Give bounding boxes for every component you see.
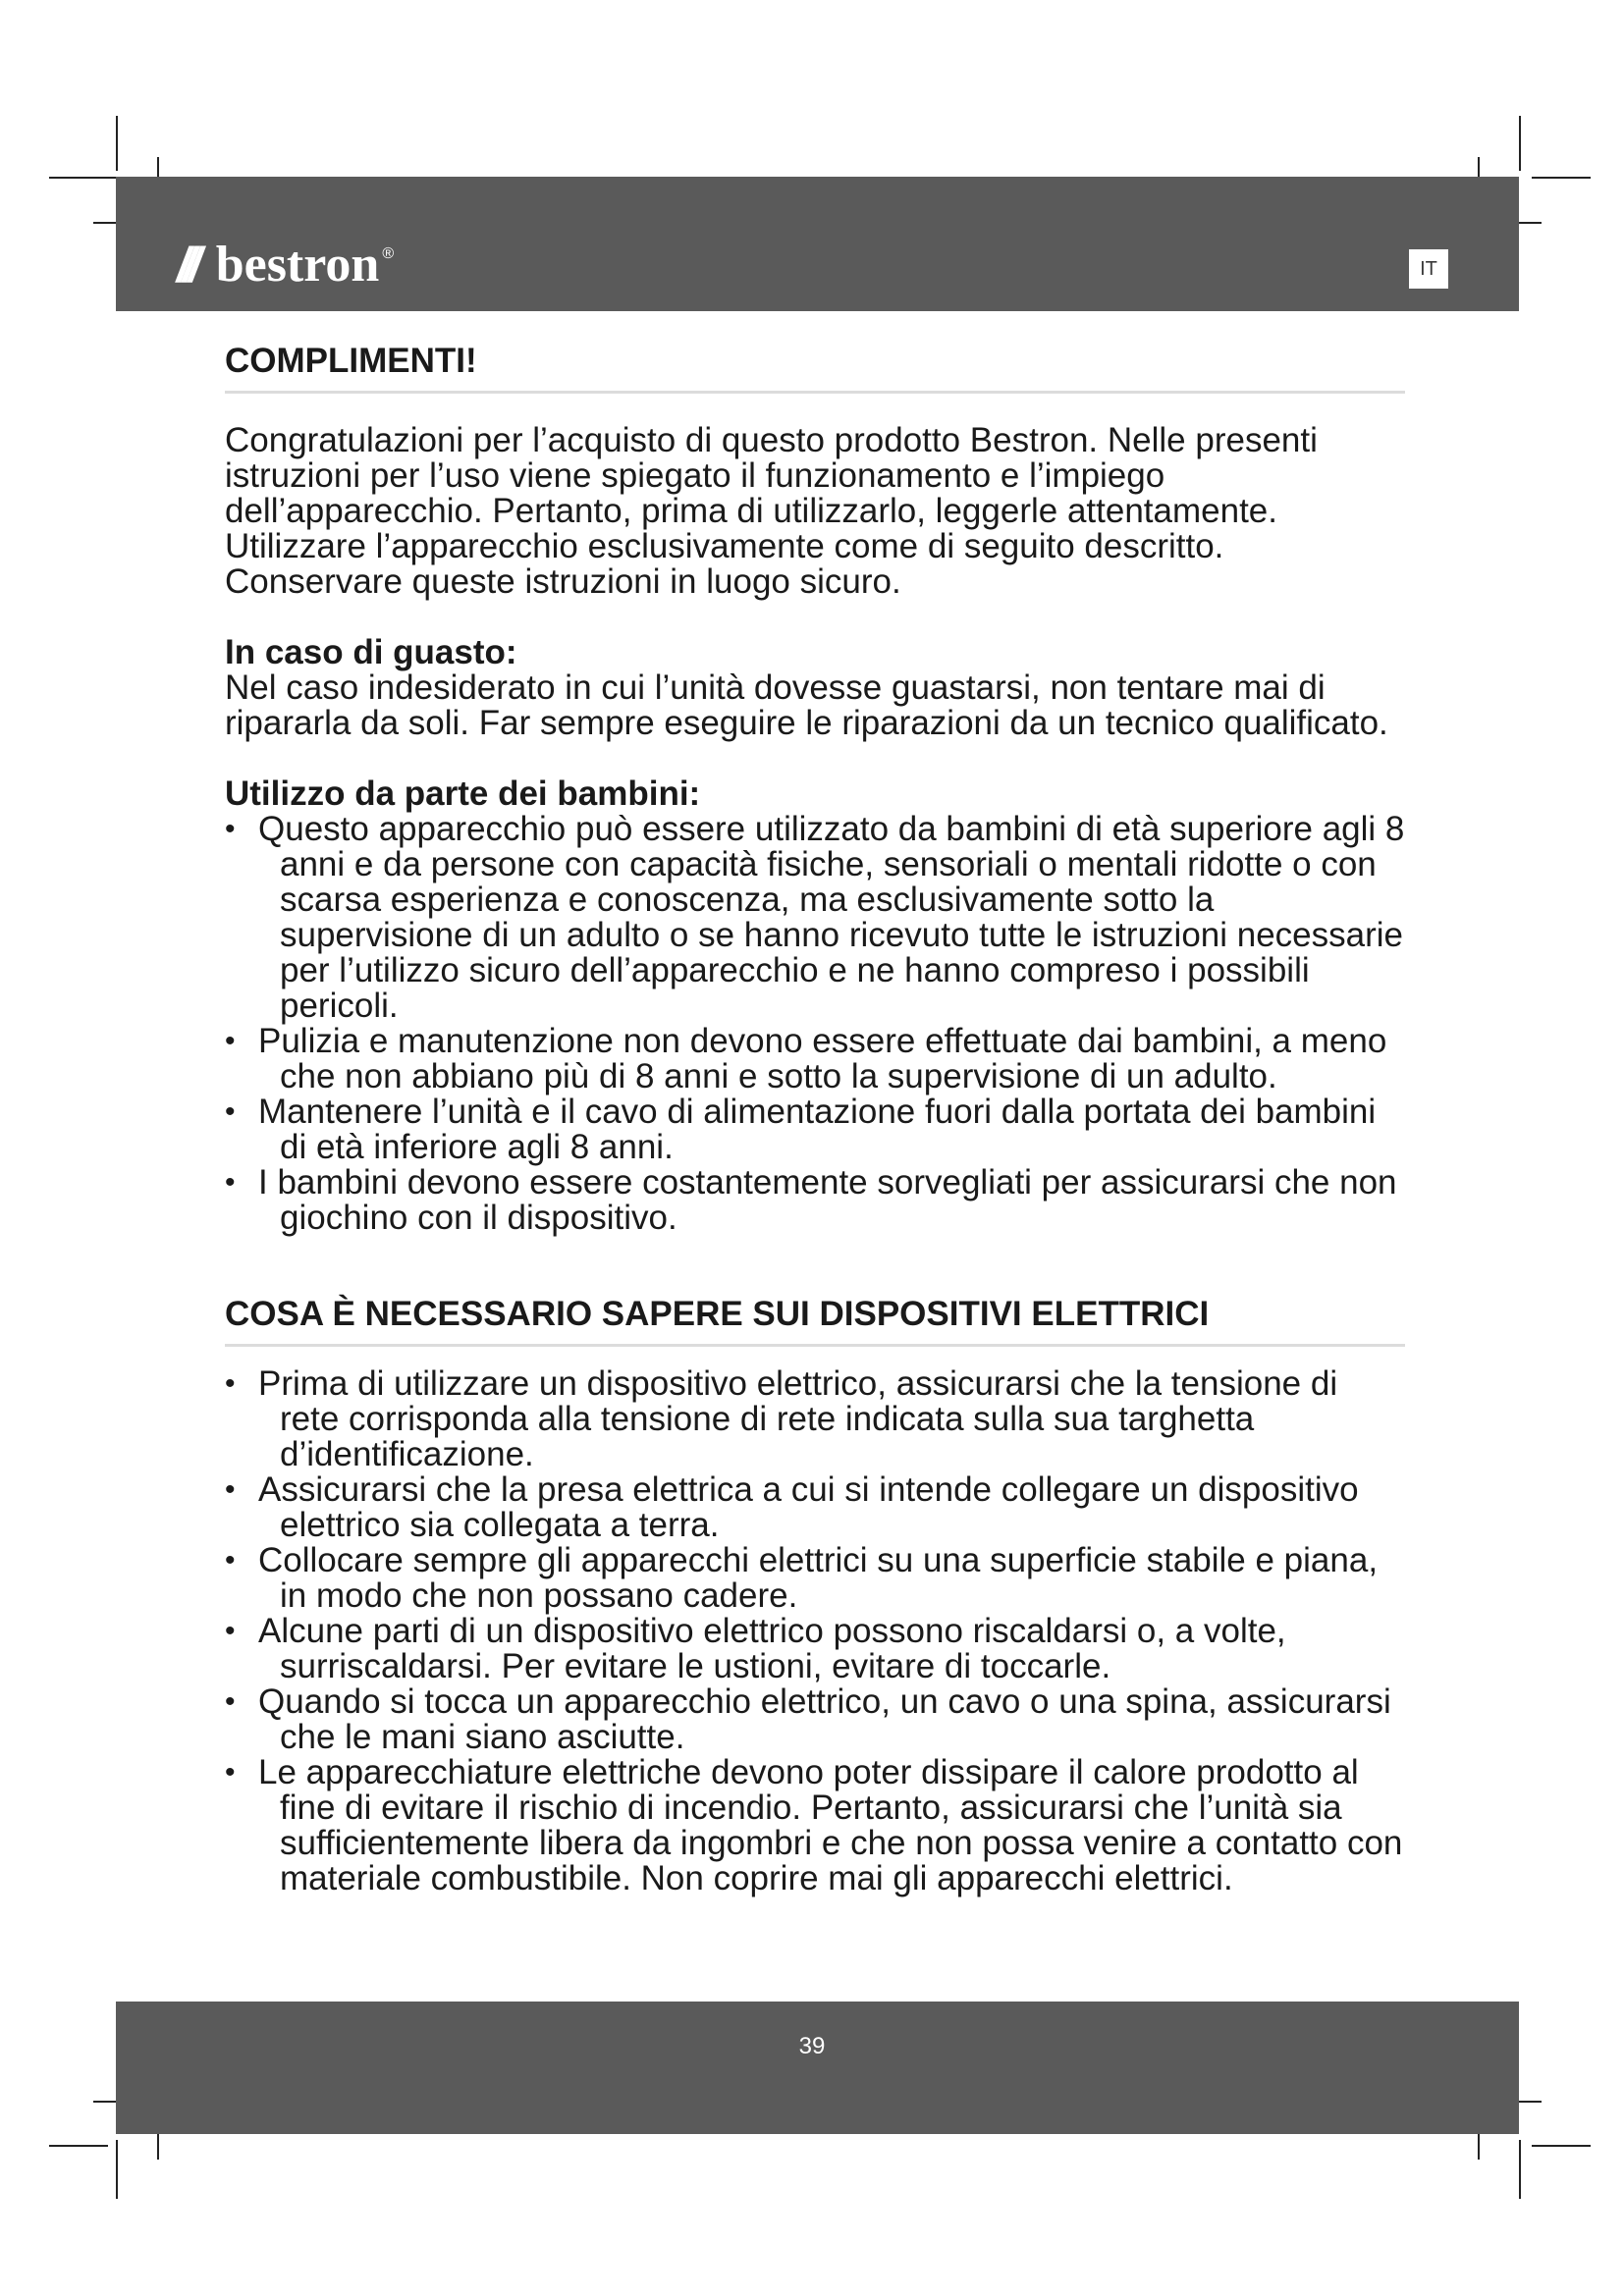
footer-band <box>116 2002 1519 2134</box>
electrical-bullet-list <box>225 1366 1405 1896</box>
language-badge: IT <box>1409 249 1448 289</box>
registered-mark: ® <box>382 245 395 262</box>
crop-mark <box>116 116 118 171</box>
crop-mark <box>116 2140 118 2199</box>
list-item: • Assicurarsi che la presa elettrica a cui si intende collegare un dispositivo elettrico sia collegata a terra. <box>225 1472 1405 1543</box>
list-item: • Mantenere l’unità e il cavo di alimentazione fuori dalla portata dei bambini di età inferiore agli 8 anni. <box>225 1095 1405 1165</box>
list-item: • Alcune parti di un dispositivo elettrico possono riscaldarsi o, a volte, surriscaldarsi. Per evitare le ustioni, evitare di toccarle. <box>225 1614 1405 1684</box>
crop-mark <box>1519 116 1521 171</box>
list-item: • Le apparecchiature elettriche devono poter dissipare il calore prodotto al fine di evitare il rischio di incendio. Pertanto, assicurarsi che l’unità sia sufficientemente libera da ingombri e che non possa venire a contatto con materiale combustibile. Non coprire mai gli apparecchi elettrici. <box>225 1755 1405 1896</box>
brand-logo <box>177 236 394 294</box>
section-title-compliments: COMPLIMENTI! <box>225 342 1405 394</box>
children-bullet-list <box>225 812 1405 1236</box>
list-item: • Questo apparecchio può essere utilizzato da bambini di età superiore agli 8 anni e da persone con capacità fisiche, sensoriali o mentali ridotte o con scarsa esperienza e conoscenza, ma esclusivamente sotto la supervisione di un adulto o se hanno ricevuto tutte le istruzioni necessarie per l’utilizzo sicuro dell’apparecchio e ne hanno compreso i possibili pericoli. <box>225 812 1405 1024</box>
logo-chevron-icon: /// <box>177 238 194 293</box>
crop-mark <box>49 2145 108 2147</box>
list-item: • I bambini devono essere costantemente sorvegliati per assicurarsi che non giochino con il dispositivo. <box>225 1165 1405 1236</box>
children-heading: Utilizzo da parte dei bambini: <box>225 774 701 813</box>
crop-mark <box>1532 2145 1591 2147</box>
fault-paragraph: Nel caso indesiderato in cui l’unità dovesse guastarsi, non tentare mai di ripararla da soli. Far sempre eseguire le riparazioni da un tecnico qualificato. <box>225 668 1388 742</box>
crop-mark <box>1532 177 1591 179</box>
list-item: • Prima di utilizzare un dispositivo elettrico, assicurarsi che la tensione di rete corrisponda alla tensione di rete indicata sulla sua targhetta d’identificazione. <box>225 1366 1405 1472</box>
intro-paragraph: Congratulazioni per l’acquisto di questo prodotto Bestron. Nelle presenti istruzioni per l’uso viene spiegato il funzionamento e l’impiego dell’apparecchio. Pertanto, prima di utilizzarlo, leggerle attentamente. Utilizzare l’apparecchio esclusivamente come di seguito descritto. Conservare queste istruzioni in luogo sicuro. <box>225 421 1318 601</box>
page-number: 39 <box>798 2033 826 2059</box>
section-title-electrical: COSA È NECESSARIO SAPERE SUI DISPOSITIVI ELETTRICI <box>225 1295 1405 1347</box>
list-item: • Collocare sempre gli apparecchi elettrici su una superficie stabile e piana, in modo che non possano cadere. <box>225 1543 1405 1614</box>
list-item: • Quando si tocca un apparecchio elettrico, un cavo o una spina, assicurarsi che le mani siano asciutte. <box>225 1684 1405 1755</box>
list-item: • Pulizia e manutenzione non devono essere effettuate dai bambini, a meno che non abbiano più di 8 anni e sotto la supervisione di un adulto. <box>225 1024 1405 1095</box>
fault-heading: In caso di guasto: <box>225 633 517 671</box>
brand-name: bestron <box>215 237 380 293</box>
crop-mark <box>1519 2140 1521 2199</box>
page-content <box>225 342 1405 1896</box>
